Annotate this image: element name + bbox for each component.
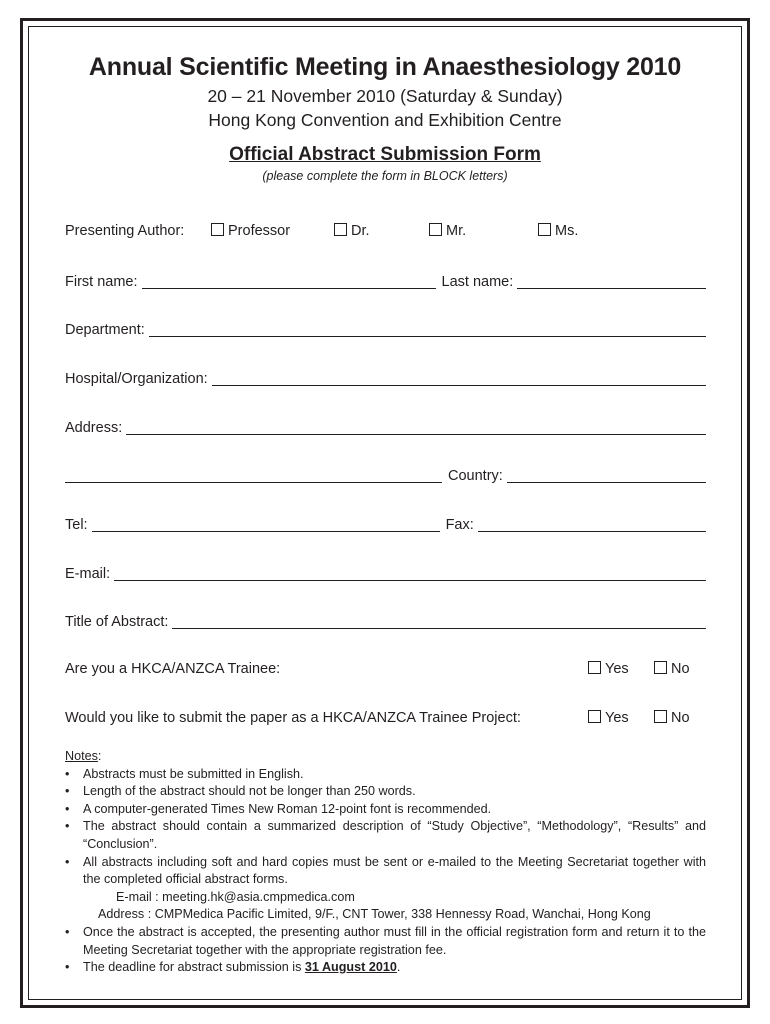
- tel-field[interactable]: [92, 517, 440, 532]
- project-no-option[interactable]: [654, 709, 690, 727]
- notes-section: [65, 748, 706, 977]
- option-label: Yes: [605, 710, 629, 726]
- trainee-yes-option[interactable]: [588, 660, 629, 678]
- option-dr[interactable]: [334, 222, 370, 240]
- option-label: Dr.: [351, 223, 370, 239]
- country-label: Country:: [448, 468, 503, 484]
- tel-fax-row: [65, 512, 706, 534]
- hospital-label: Hospital/Organization:: [65, 371, 208, 387]
- meeting-title: Annual Scientific Meeting in Anaesthesiology 2010: [88, 53, 682, 81]
- last-name-label: Last name:: [441, 274, 514, 290]
- option-mr[interactable]: [429, 222, 466, 240]
- note-item: • A computer-generated Times New Roman 12-point font is recommended.: [65, 801, 706, 819]
- address-label: Address:: [65, 420, 123, 436]
- presenting-author-label: Presenting Author:: [65, 223, 185, 239]
- tel-label: Tel:: [65, 517, 88, 533]
- notes-list: [65, 766, 706, 977]
- note-item: • Abstracts must be submitted in English.: [65, 766, 706, 784]
- address-row: [65, 415, 706, 437]
- note-item-text: All abstracts including soft and hard copies must be sent or e-mailed to the Meeting Secretariat together with the completed official abstract forms.: [83, 854, 706, 887]
- checkbox-professor[interactable]: [211, 223, 224, 236]
- country-field[interactable]: [507, 468, 706, 483]
- abstract-title-row: [65, 609, 706, 631]
- checkbox-project-yes[interactable]: [588, 710, 601, 723]
- deadline-period: .: [396, 960, 401, 975]
- option-label: No: [671, 661, 690, 677]
- checkbox-ms[interactable]: [538, 223, 551, 236]
- address-line-2-field[interactable]: [65, 468, 442, 483]
- department-row: [65, 317, 706, 339]
- hospital-row: [65, 366, 706, 388]
- hospital-field[interactable]: [212, 371, 706, 386]
- trainee-no-option[interactable]: [654, 660, 690, 678]
- address-country-row: [65, 463, 706, 485]
- form-header: [30, 50, 740, 184]
- option-label: Mr.: [446, 223, 467, 239]
- note-item: [65, 959, 706, 977]
- option-professor[interactable]: [211, 222, 290, 240]
- deadline-date: 31 August 2010: [304, 960, 397, 975]
- name-row: [65, 269, 706, 291]
- option-label: Ms.: [555, 223, 579, 239]
- last-name-field[interactable]: [517, 274, 706, 289]
- secretariat-address: Address : CMPMedica Pacific Limited, 9/F., CNT Tower, 338 Hennessy Road, Wanchai, Hong Kong: [98, 907, 651, 922]
- email-row: [65, 561, 706, 583]
- first-name-field[interactable]: [142, 274, 436, 289]
- checkbox-dr[interactable]: [334, 223, 347, 236]
- address-field[interactable]: [126, 420, 706, 435]
- department-label: Department:: [65, 322, 145, 338]
- first-name-label: First name:: [65, 274, 138, 290]
- project-yes-option[interactable]: [588, 709, 629, 727]
- meeting-dates: 20 – 21 November 2010 (Saturday & Sunday): [207, 86, 563, 106]
- note-item: • Length of the abstract should not be longer than 250 words.: [65, 783, 706, 801]
- trainee-question: Are you a HKCA/ANZCA Trainee:: [65, 661, 281, 677]
- checkbox-project-no[interactable]: [654, 710, 667, 723]
- email-field[interactable]: [114, 566, 706, 581]
- form-instruction: (please complete the form in BLOCK letters): [262, 169, 508, 183]
- option-label: No: [671, 710, 690, 726]
- form-title: Official Abstract Submission Form: [229, 144, 541, 165]
- notes-heading: Notes: [65, 749, 98, 763]
- department-field[interactable]: [149, 322, 706, 337]
- checkbox-mr[interactable]: [429, 223, 442, 236]
- fax-field[interactable]: [478, 517, 706, 532]
- email-label: E-mail:: [65, 566, 111, 582]
- trainee-project-question: Would you like to submit the paper as a HKCA/ANZCA Trainee Project:: [65, 710, 521, 726]
- secretariat-email: E-mail : meeting.hk@asia.cmpmedica.com: [116, 889, 355, 904]
- checkbox-trainee-yes[interactable]: [588, 661, 601, 674]
- note-item: • Once the abstract is accepted, the presenting author must fill in the official registration form and return it to the Meeting Secretariat together with the appropriate registration fee.: [65, 924, 706, 959]
- option-label: Yes: [605, 661, 629, 677]
- note-item: • The abstract should contain a summarized description of “Study Objective”, “Methodology”, “Results” and “Conclusion”.: [65, 818, 706, 853]
- abstract-title-label: Title of Abstract:: [65, 614, 169, 630]
- note-item-text: The deadline for abstract submission is: [83, 960, 305, 975]
- checkbox-trainee-no[interactable]: [654, 661, 667, 674]
- abstract-title-field[interactable]: [172, 614, 706, 629]
- option-ms[interactable]: [538, 222, 578, 240]
- fax-label: Fax:: [445, 517, 474, 533]
- notes-colon: :: [97, 749, 102, 763]
- meeting-venue: Hong Kong Convention and Exhibition Centre: [208, 110, 562, 130]
- option-label: Professor: [228, 223, 291, 239]
- note-item: [65, 854, 706, 924]
